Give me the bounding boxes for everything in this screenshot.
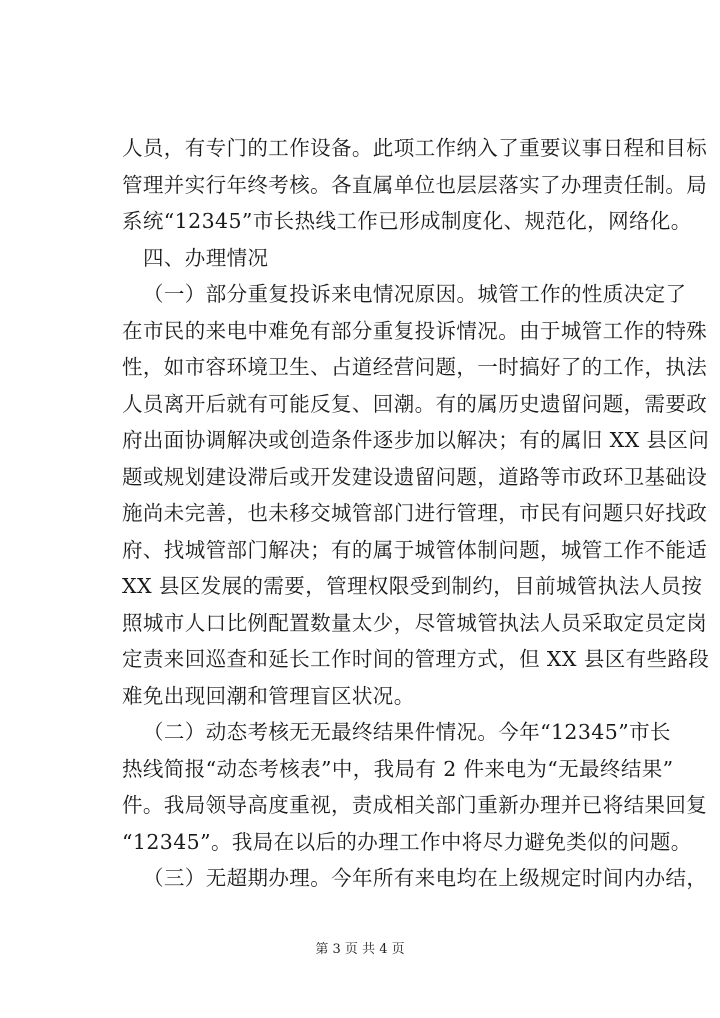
text-line-9: 府出面协调解决或创造条件逐步加以解决；有的属旧 XX 县区问 xyxy=(122,428,710,452)
text-line-19: 件。我局领导高度重视，责成相关部门重新办理并已将结果回复 xyxy=(122,793,708,817)
text-line-7: 性，如市容环境卫生、占道经营问题，一时搞好了的工作，执法 xyxy=(122,355,708,379)
text-line-1: 人员，有专门的工作设备。此项工作纳入了重要议事日程和目标 xyxy=(122,136,708,160)
paragraph-3-start: （三）无超期办理。今年所有来电均在上级规定时间内办结， xyxy=(143,866,708,890)
text-line-15: 定责来回巡查和延长工作时间的管理方式，但 XX 县区有些路段 xyxy=(122,647,710,671)
paragraph-2-start: （二）动态考核无无最终结果件情况。今年“12345”市长 xyxy=(143,720,671,744)
text-line-8: 人员离开后就有可能反复、回潮。有的属历史遗留问题，需要政 xyxy=(122,391,708,416)
text-line-6: 在市民的来电中难免有部分重复投诉情况。由于城管工作的特殊 xyxy=(122,318,708,343)
text-line-16: 难免出现回潮和管理盲区状况。 xyxy=(122,683,415,708)
text-line-12: 府、找城管部门解决；有的属于城管体制问题，城管工作不能适 xyxy=(122,537,708,562)
body-text xyxy=(122,130,710,897)
page-footer: 第 3 页 共 4 页 xyxy=(315,942,405,957)
text-line-13: XX 县区发展的需要，管理权限受到制约，目前城管执法人员按 xyxy=(122,574,703,598)
text-line-18: 热线简报“动态考核表”中，我局有 2 件来电为“无最终结果” xyxy=(122,756,674,781)
text-line-11: 施尚未完善，也未移交城管部门进行管理，市民有问题只好找政 xyxy=(122,501,708,525)
paragraph-1-start: （一）部分重复投诉来电情况原因。城管工作的性质决定了 xyxy=(143,282,687,306)
text-line-20: “12345”。我局在以后的办理工作中将尽力避免类似的问题。 xyxy=(122,829,692,854)
section-heading: 四、办理情况 xyxy=(143,245,269,270)
text-line-3: 系统“12345”市长热线工作已形成制度化、规范化，网络化。 xyxy=(122,209,692,233)
text-line-10: 题或规划建设滞后或开发建设遗留问题，道路等市政环卫基础设 xyxy=(122,464,708,489)
text-line-14: 照城市人口比例配置数量太少，尽管城管执法人员采取定员定岗 xyxy=(122,610,708,635)
text-line-2: 管理并实行年终考核。各直属单位也层层落实了办理责任制。局 xyxy=(122,172,708,197)
